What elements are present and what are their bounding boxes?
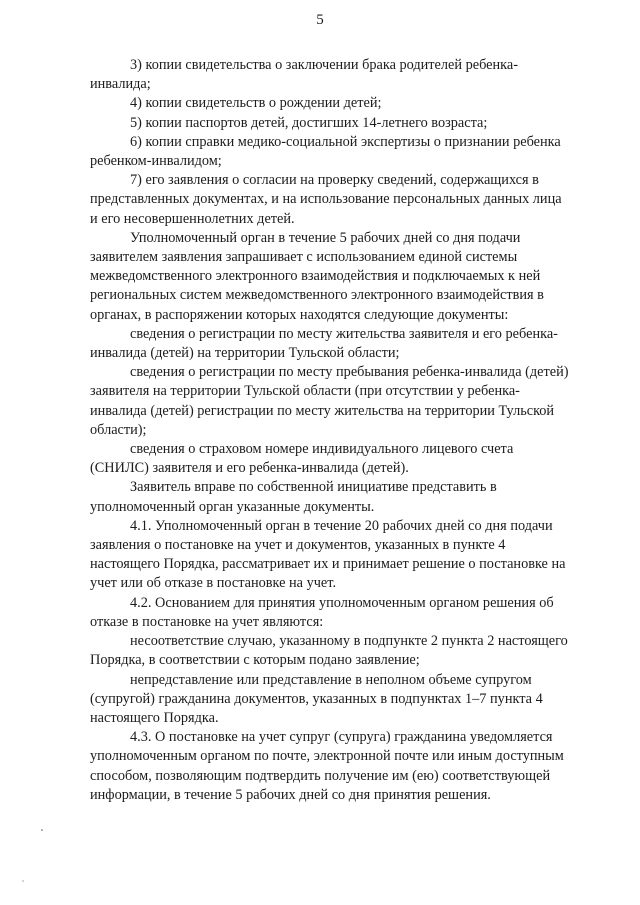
paragraph-4-1: 4.1. Уполномоченный орган в течение 20 рабочих дней со дня подачи заявления о постановке на учет и документов, указанных в пункте 4 настоящего Порядка, рассматривает их и принимает решение о постановке на учет или об отказе в постановке на учет. <box>90 517 566 592</box>
paragraph-applicant-initiative: Заявитель вправе по собственной инициативе представить в уполномоченный орган указанные документы. <box>90 479 497 515</box>
paragraph-item-3: 3) копии свидетельства о заключении брака родителей ребенка- инвалида; <box>90 57 519 93</box>
paragraph-item-4: 4) копии свидетельств о рождении детей; <box>130 95 382 112</box>
paragraph-snils: сведения о страховом номере индивидуального лицевого счета (СНИЛС) заявителя и его ребенка-инвалида (детей). <box>90 441 514 477</box>
paragraph-refusal-reason-2: непредставление или представление в неполном объеме супругом (супругой) гражданина документов, указанных в подпунктах 1–7 пункта 4 настоящего Порядка. <box>90 671 543 726</box>
paragraph-stay-registration: сведения о регистрации по месту пребывания ребенка-инвалида (детей) заявителя на территории Тульской области (при отсутствии у ребенка- инвалида (детей) регистрации по месту жительства на территории Тульской области); <box>90 364 569 438</box>
paragraph-item-6: 6) копии справки медико-социальной экспертизы о признании ребенка ребенком-инвалидом; <box>90 133 561 170</box>
scan-speck <box>22 880 24 882</box>
paragraph-refusal-reason-1: несоответствие случаю, указанному в подпункте 2 пункта 2 настоящего Порядка, в соответствии с которым подано заявление; <box>90 633 568 669</box>
scan-speck <box>41 829 43 831</box>
document-body <box>90 56 596 805</box>
paragraph-4-2: 4.2. Основанием для принятия уполномоченным органом решения об отказе в постановке на учет являются: <box>90 594 554 630</box>
paragraph-request-procedure: Уполномоченный орган в течение 5 рабочих дней со дня подачи заявителем заявления запрашивает с использованием единой системы межведомственного электронного взаимодействия и подключаемых к ней региональных систем межведомственного электронного взаимодействия в органах, в распоряжении которых находятся следующие документы: <box>90 229 544 323</box>
paragraph-residence-registration: сведения о регистрации по месту жительства заявителя и его ребенка- инвалида (детей) на территории Тульской области; <box>90 325 558 362</box>
paragraph-item-5: 5) копии паспортов детей, достигших 14-летнего возраста; <box>130 114 488 131</box>
paragraph-item-7: 7) его заявления о согласии на проверку сведений, содержащихся в представленных документах, и на использование персональных данных лица и его несовершеннолетних детей. <box>90 172 562 227</box>
page-number: 5 <box>316 12 324 28</box>
paragraph-4-3: 4.3. О постановке на учет супруг (супруга) гражданина уведомляется уполномоченным органом по почте, электронной почте или иным доступным способом, позволяющим подтвердить получение им (ею) соответствующей информации, в течение 5 рабочих дней со дня принятия решения. <box>90 729 564 803</box>
